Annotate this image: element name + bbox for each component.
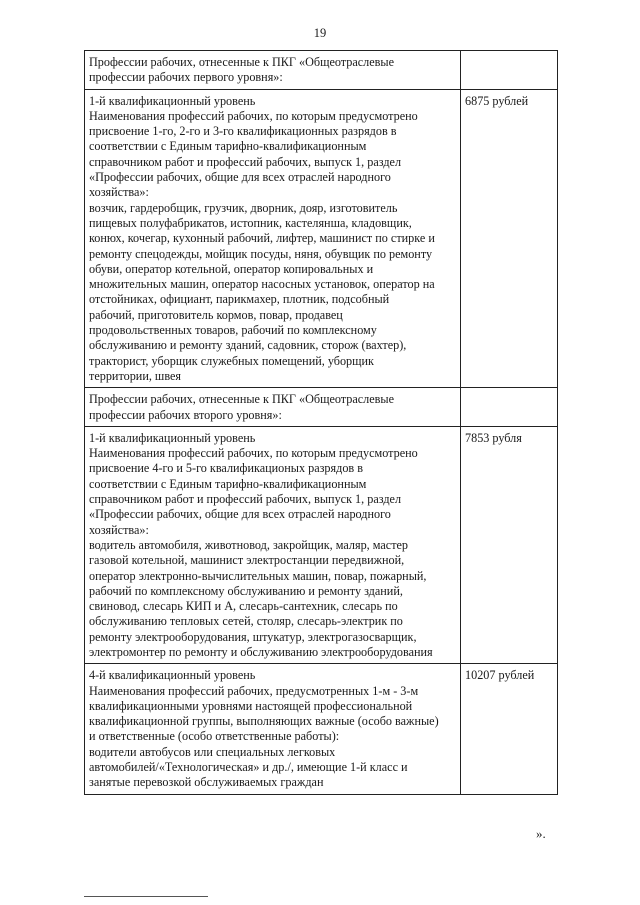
description-line: присвоение 1-го, 2-го и 3-го квалификационных разрядов в xyxy=(89,124,397,139)
profession-description-cell xyxy=(85,664,461,794)
description-line: занятые перевозкой обслуживаемых граждан xyxy=(89,775,324,790)
description-line: обслуживанию тепловых сетей, столяр, слесарь-электрик по xyxy=(89,614,403,629)
description-line: автомобилей/«Технологическая» и др./, имеющие 1-й класс и xyxy=(89,760,408,775)
profession-description-cell xyxy=(85,426,461,663)
qualification-level-title: 1-й квалификационный уровень xyxy=(89,93,256,108)
description-line: квалификационной группы, выполняющих важные (особо важные) xyxy=(89,714,439,729)
description-line: конюх, кочегар, кухонный рабочий, лифтер, машинист по стирке и xyxy=(89,231,435,246)
description-line: справочником работ и профессий рабочих, выпуск 1, раздел xyxy=(89,492,402,507)
description-line: свиновод, слесарь КИП и А, слесарь-сантехник, слесарь по xyxy=(89,599,398,614)
description-line: электромонтер по ремонту и обслуживанию электрооборудования xyxy=(89,644,433,659)
description-line: хозяйства»: xyxy=(89,522,149,537)
salary-cell xyxy=(461,388,558,427)
salary-cell: 6875 рублей xyxy=(461,89,558,388)
description-line: водители автобусов или специальных легковых xyxy=(89,744,336,759)
description-line: тракторист, уборщик служебных помещений, уборщик xyxy=(89,353,374,368)
description-line: территории, швея xyxy=(89,368,182,383)
profession-description-cell xyxy=(85,89,461,388)
description-line: оператор электронно-вычислительных машин, повар, пожарный, xyxy=(89,568,427,583)
profession-description-cell xyxy=(85,388,461,427)
description-line: возчик, гардеробщик, грузчик, дворник, дояр, изготовитель xyxy=(89,200,398,215)
description-line: профессии рабочих второго уровня»: xyxy=(89,407,282,422)
description-line: соответствии с Единым тарифно-квалификационным xyxy=(89,476,367,491)
qualification-level-title: 1-й квалификационный уровень xyxy=(89,430,256,445)
salary-table-body xyxy=(85,51,558,795)
description-line: рабочий, приготовитель кормов, повар, продавец xyxy=(89,307,343,322)
description-line: водитель автомобиля, животновод, закройщик, маляр, мастер xyxy=(89,537,409,552)
description-line: Профессии рабочих, отнесенные к ПКГ «Общеотраслевые xyxy=(89,392,395,407)
description-line: обуви, оператор котельной, оператор копировальных и xyxy=(89,261,374,276)
description-line: «Профессии рабочих, общие для всех отраслей народного xyxy=(89,507,391,522)
qualification-level-row xyxy=(85,89,558,388)
description-line: профессии рабочих первого уровня»: xyxy=(89,70,283,85)
description-line: газовой котельной, машинист электростанции передвижной, xyxy=(89,553,405,568)
description-line: обслуживанию и ремонту зданий, садовник, сторож (вахтер), xyxy=(89,338,407,353)
closing-quote-mark: ». xyxy=(536,826,546,841)
description-line: отстойниках, официант, парикмахер, плотник, подсобный xyxy=(89,292,390,307)
description-line: справочником работ и профессий рабочих, выпуск 1, раздел xyxy=(89,154,402,169)
salary-cell: 7853 рубля xyxy=(461,426,558,663)
qualification-level-row xyxy=(85,426,558,663)
group-header-row xyxy=(85,51,558,90)
qualification-level-row xyxy=(85,664,558,794)
description-line: квалификационными уровнями настоящей профессиональной xyxy=(89,698,413,713)
salary-cell xyxy=(461,51,558,90)
salary-cell: 10207 рублей xyxy=(461,664,558,794)
description-line: ремонту спецодежды, мойщик посуды, няня, обувщик по ремонту xyxy=(89,246,433,261)
description-line: «Профессии рабочих, общие для всех отраслей народного xyxy=(89,170,391,185)
description-line: соответствии с Единым тарифно-квалификационным xyxy=(89,139,367,154)
description-line: пищевых полуфабрикатов, истопник, кастелянша, кладовщик, xyxy=(89,215,412,230)
description-line: множительных машин, оператор насосных установок, оператор на xyxy=(89,277,435,292)
page-number: 19 xyxy=(313,26,327,40)
description-line: Наименования профессий рабочих, по которым предусмотрено xyxy=(89,108,418,123)
description-line: Профессии рабочих, отнесенные к ПКГ «Общеотраслевые xyxy=(89,55,395,69)
description-line: ремонту электрооборудования, штукатур, электрогазосварщик, xyxy=(89,629,417,644)
qualification-level-title: 4-й квалификационный уровень xyxy=(89,668,256,683)
description-line: Наименования профессий рабочих, предусмотренных 1-м - 3-м xyxy=(89,683,419,698)
description-line: присвоение 4-го и 5-го квалификационых разрядов в xyxy=(89,461,363,476)
footer-divider xyxy=(84,896,208,897)
description-line: Наименования профессий рабочих, по которым предусмотрено xyxy=(89,446,418,461)
salary-table xyxy=(84,50,558,795)
description-line: продовольственных товаров, рабочий по комплексному xyxy=(89,323,377,338)
profession-description-cell xyxy=(85,51,461,90)
description-line: хозяйства»: xyxy=(89,185,149,200)
description-line: и ответственные (особо ответственные работы): xyxy=(89,729,340,744)
group-header-row xyxy=(85,388,558,427)
description-line: рабочий по комплексному обслуживанию и ремонту зданий, xyxy=(89,583,403,598)
